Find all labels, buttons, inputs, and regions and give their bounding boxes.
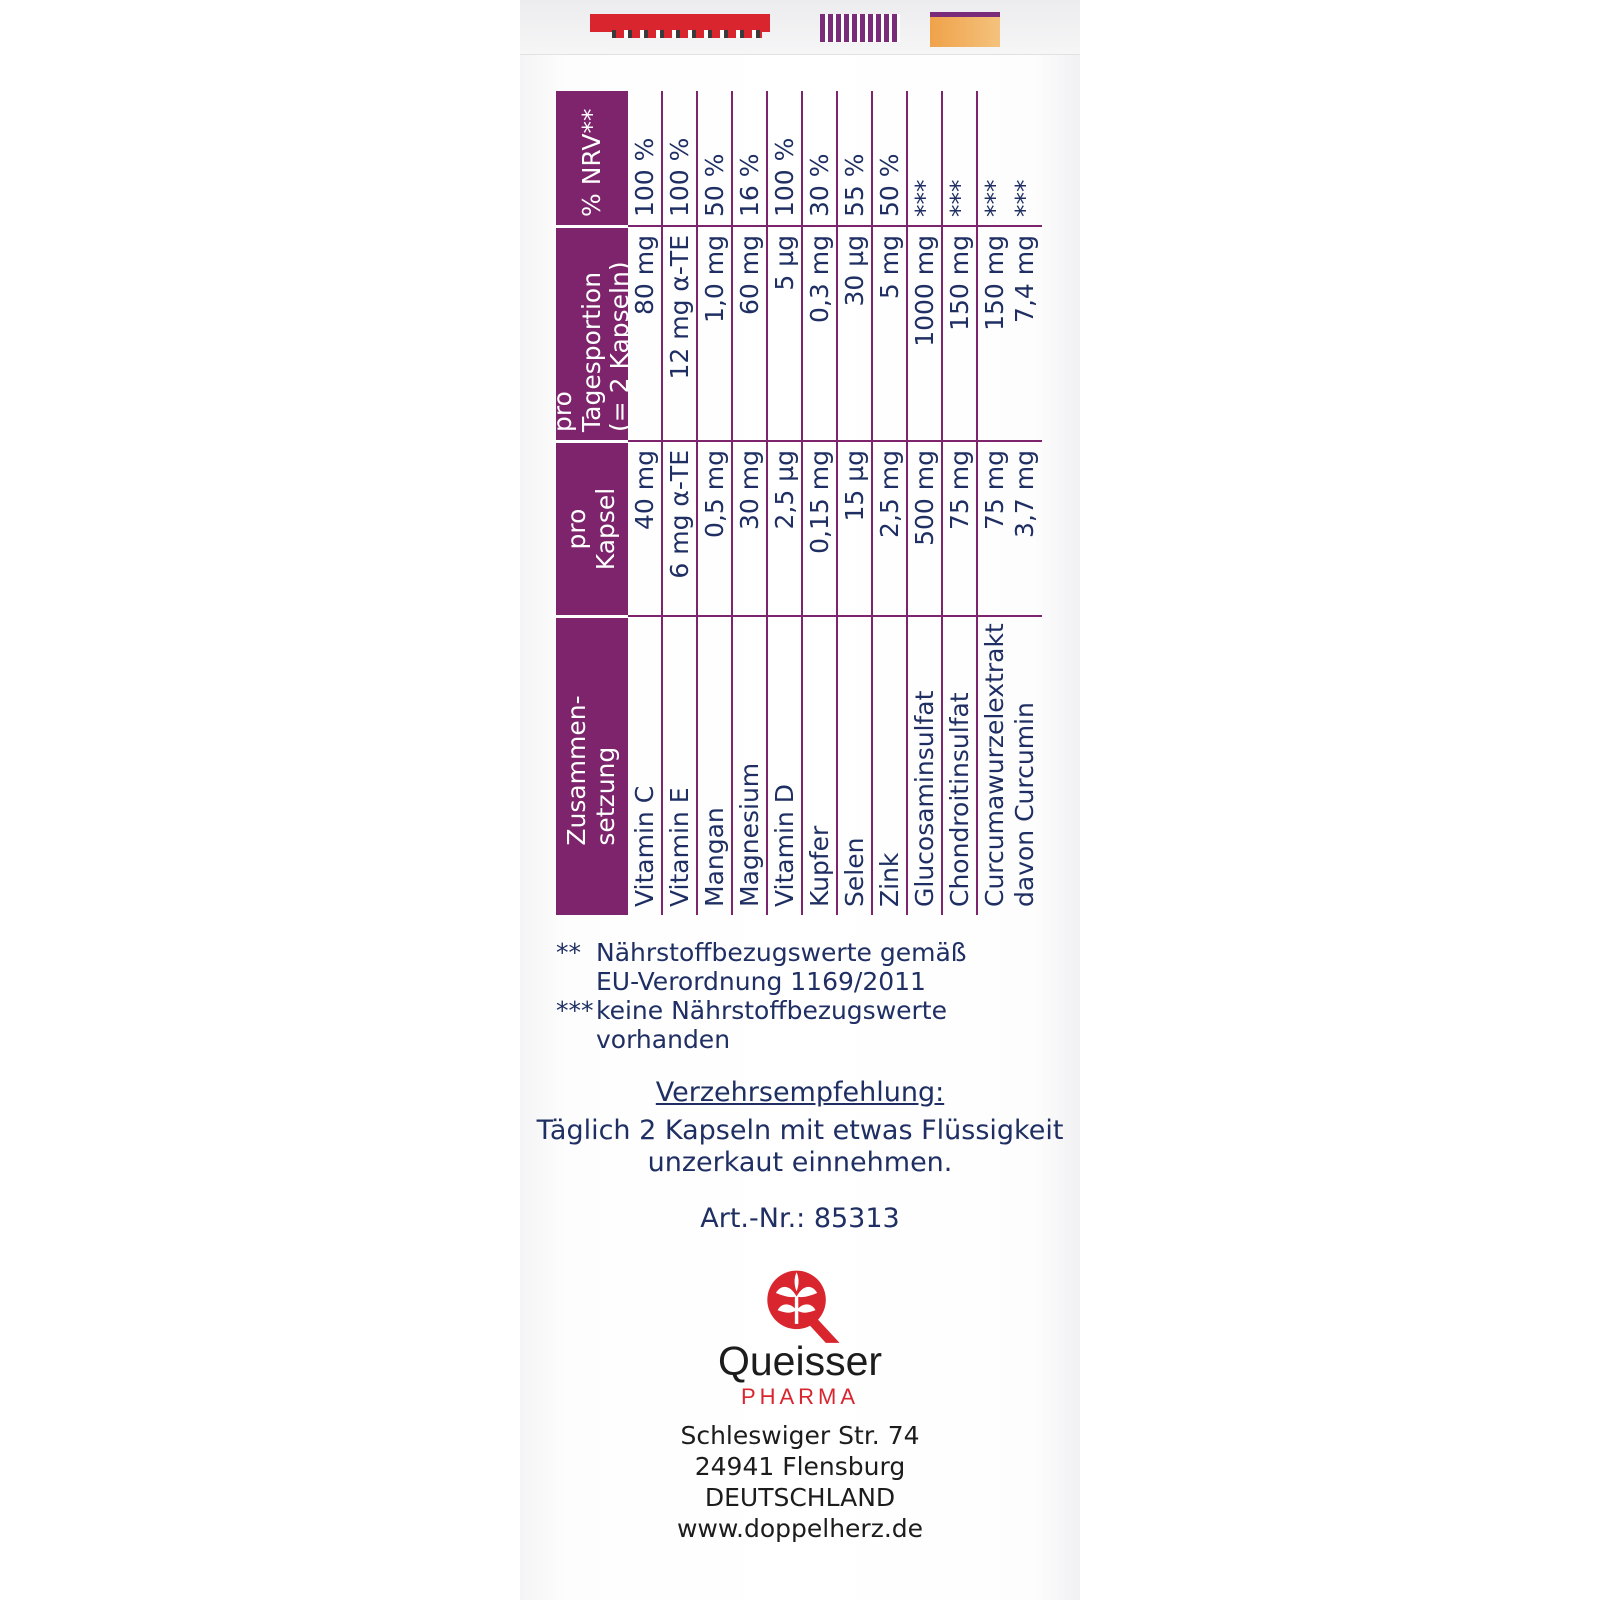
row-per-day: 80 mg — [628, 225, 661, 440]
table-row — [803, 91, 838, 915]
header-nrv: % NRV** — [576, 108, 606, 217]
brand-subtitle: PHARMA — [740, 1384, 860, 1409]
recommendation-text: Täglich 2 Kapseln mit etwas Flüssigkeit unzerkaut einnehmen. — [536, 1115, 1064, 1178]
queisser-leaf-q-logo-icon — [757, 1262, 843, 1348]
row-name: Vitamin D — [768, 615, 801, 915]
row-per-day: 60 mg — [733, 225, 766, 440]
row-name: Mangan — [698, 615, 731, 915]
table-row — [838, 91, 873, 915]
row-per-capsule: 0,15 mg — [803, 440, 836, 615]
table-row — [908, 91, 943, 915]
article-number: Art.-Nr.: 85313 — [700, 1203, 900, 1234]
row-nrv: 50 % — [875, 153, 904, 217]
row-nrv: 16 % — [735, 153, 764, 217]
brand-name: Queisser — [717, 1338, 883, 1384]
row-per-day: 0,3 mg — [803, 225, 836, 440]
table-row — [943, 91, 978, 915]
row-per-day: 1,0 mg — [698, 225, 731, 440]
recommendation-title: Verzehrsempfehlung: — [655, 1077, 945, 1108]
row-nrv: *** — [945, 179, 974, 217]
row-per-capsule: 2,5 µg — [768, 440, 801, 615]
address-block: Schleswiger Str. 74 24941 Flensburg DEUTSCHLAND www.doppelherz.de — [676, 1421, 924, 1543]
flap-orange-print — [930, 12, 1000, 47]
table-row — [698, 91, 733, 915]
row-per-day: 150 mg 7,4 mg — [978, 225, 1042, 440]
table-row — [873, 91, 908, 915]
flap-purple-print — [820, 14, 900, 42]
row-per-capsule: 15 µg — [838, 440, 871, 615]
website-link: www.doppelherz.de — [676, 1514, 924, 1543]
row-name: Vitamin E — [663, 615, 696, 915]
row-name: Selen — [838, 615, 871, 915]
row-nrv: 100 % — [770, 137, 799, 217]
table-row — [733, 91, 768, 915]
row-per-day: 30 µg — [838, 225, 871, 440]
row-name: Magnesium — [733, 615, 766, 915]
row-name: Chondroitinsulfat — [943, 615, 976, 915]
row-name: Zink — [873, 615, 906, 915]
nutrition-table — [547, 91, 1046, 915]
flap-red-print-detail — [612, 30, 762, 38]
row-nrv: *** *** — [980, 179, 1039, 217]
row-per-day: 5 mg — [873, 225, 906, 440]
row-nrv: 30 % — [805, 153, 834, 217]
row-per-day: 1000 mg — [908, 225, 941, 440]
row-nrv: 55 % — [840, 153, 869, 217]
table-row-curcuma — [978, 91, 1042, 915]
row-per-capsule: 40 mg — [628, 440, 661, 615]
row-nrv: *** — [910, 179, 939, 217]
footnotes — [556, 938, 1026, 1054]
row-nrv: 100 % — [630, 137, 659, 217]
header-composition: Zusammen- setzung — [556, 615, 628, 915]
header-per-day: pro Tagesportion (= 2 Kapseln) — [556, 225, 628, 440]
nutrition-table-wrapper — [547, 91, 1046, 915]
row-per-capsule: 30 mg — [733, 440, 766, 615]
row-name: Glucosaminsulfat — [908, 615, 941, 915]
row-per-capsule: 2,5 mg — [873, 440, 906, 615]
header-per-capsule: pro Kapsel — [556, 440, 628, 615]
row-per-capsule: 75 mg 3,7 mg — [978, 440, 1042, 615]
row-per-day: 150 mg — [943, 225, 976, 440]
table-row — [663, 91, 698, 915]
row-per-day: 5 µg — [768, 225, 801, 440]
row-nrv: 50 % — [700, 153, 729, 217]
row-per-day: 12 mg α-TE — [663, 225, 696, 440]
row-per-capsule: 500 mg — [908, 440, 941, 615]
row-nrv: 100 % — [665, 137, 694, 217]
table-row — [628, 91, 663, 915]
row-per-capsule: 0,5 mg — [698, 440, 731, 615]
row-name: Kupfer — [803, 615, 836, 915]
footnote-no-nrv: *** keine Nährstoffbezugswerte vorhanden — [556, 996, 947, 1054]
row-per-capsule: 75 mg — [943, 440, 976, 615]
table-header — [547, 91, 635, 915]
row-per-capsule: 6 mg α-TE — [663, 440, 696, 615]
table-row — [768, 91, 803, 915]
row-name: Curcumawurzelextrakt davon Curcumin — [978, 615, 1042, 915]
row-name: Vitamin C — [628, 615, 661, 915]
footnote-nrv: ** Nährstoffbezugswerte gemäß EU-Verordnung 1169/2011 — [556, 938, 967, 996]
